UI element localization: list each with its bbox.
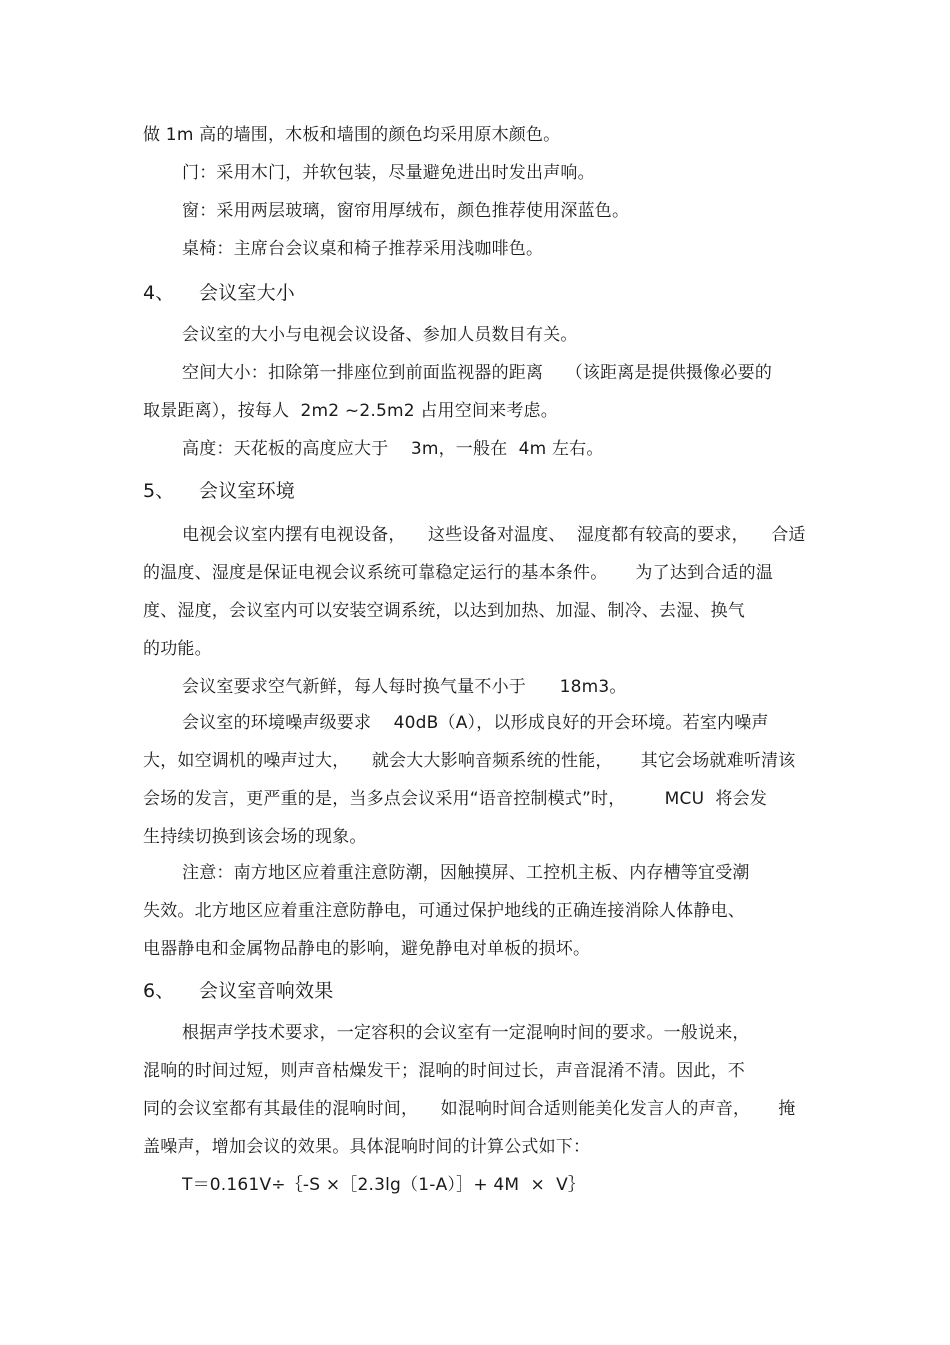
body-text-line: 做 1m 高的墙围，木板和墙围的颜色均采用原木颜色。 xyxy=(143,125,561,145)
body-text-line: 生持续切换到该会场的现象。 xyxy=(143,827,367,847)
body-text-line: 的功能。 xyxy=(143,639,212,659)
section-number: 4、 xyxy=(143,282,175,304)
body-text-line: 会议室的大小与电视会议设备、参加人员数目有关。 xyxy=(182,325,578,345)
note-line: 电器静电和金属物品静电的影响，避免静电对单板的损坏。 xyxy=(143,939,591,959)
body-text-line: 度、湿度，会议室内可以安装空调系统，以达到加热、加湿、制冷、去湿、换气 xyxy=(143,601,745,621)
body-text-line: 会议室的环境噪声级要求 40dB（A），以形成良好的开会环境。若室内噪声 xyxy=(182,713,769,733)
body-text-line: 会议室要求空气新鲜，每人每时换气量不小于 18m3。 xyxy=(182,677,627,697)
window-spec-line: 窗：采用两层玻璃，窗帘用厚绒布，颜色推荐使用深蓝色。 xyxy=(182,201,630,221)
body-text-line: 的温度、湿度是保证电视会议系统可靠稳定运行的基本条件。 为了达到合适的温 xyxy=(143,563,774,583)
body-text-line: 根据声学技术要求，一定容积的会议室有一定混响时间的要求。一般说来， xyxy=(182,1023,750,1043)
section-heading-5 xyxy=(143,480,295,502)
note-line: 注意：南方地区应着重注意防潮，因触摸屏、工控机主板、内存槽等宜受潮 xyxy=(182,863,750,883)
body-text-line: 混响的时间过短，则声音枯燥发干；混响的时间过长，声音混淆不清。因此，不 xyxy=(143,1061,745,1081)
section-heading-4 xyxy=(143,282,295,304)
section-title: 会议室音响效果 xyxy=(199,980,334,1002)
furniture-spec-line: 桌椅：主席台会议桌和椅子推荐采用浅咖啡色。 xyxy=(182,239,544,259)
body-text-line: 取景距离），按每人 2m2 ~2.5m2 占用空间来考虑。 xyxy=(143,401,558,421)
body-text-line: 空间大小：扣除第一排座位到前面监视器的距离 （该距离是提供摄像必要的 xyxy=(182,363,773,383)
note-line: 失效。北方地区应着重注意防静电，可通过保护地线的正确连接消除人体静电、 xyxy=(143,901,745,921)
body-text-line: 同的会议室都有其最佳的混响时间， 如混响时间合适则能美化发言人的声音， 掩 xyxy=(143,1099,796,1119)
section-number: 6、 xyxy=(143,980,175,1002)
body-text-line: 盖噪声，增加会议的效果。具体混响时间的计算公式如下： xyxy=(143,1137,591,1157)
body-text-line: 电视会议室内摆有电视设备， 这些设备对温度、 湿度都有较高的要求， 合适 xyxy=(182,525,806,545)
section-number: 5、 xyxy=(143,480,175,502)
section-heading-6 xyxy=(143,980,333,1002)
body-text-line: 高度：天花板的高度应大于 3m，一般在 4m 左右。 xyxy=(182,439,604,459)
section-title: 会议室大小 xyxy=(199,282,296,304)
body-text-line: 大，如空调机的噪声过大， 就会大大影响音频系统的性能， 其它会场就难听清该 xyxy=(143,751,796,771)
door-spec-line: 门：采用木门，并软包装，尽量避免进出时发出声响。 xyxy=(182,163,595,183)
section-title: 会议室环境 xyxy=(199,480,296,502)
body-text-line: 会场的发言，更严重的是，当多点会议采用“语音控制模式”时， MCU 将会发 xyxy=(143,789,768,809)
reverb-formula: T＝0.161V÷｛-S ×［2.3lg（1-A）］+ 4M × V｝ xyxy=(182,1175,586,1195)
